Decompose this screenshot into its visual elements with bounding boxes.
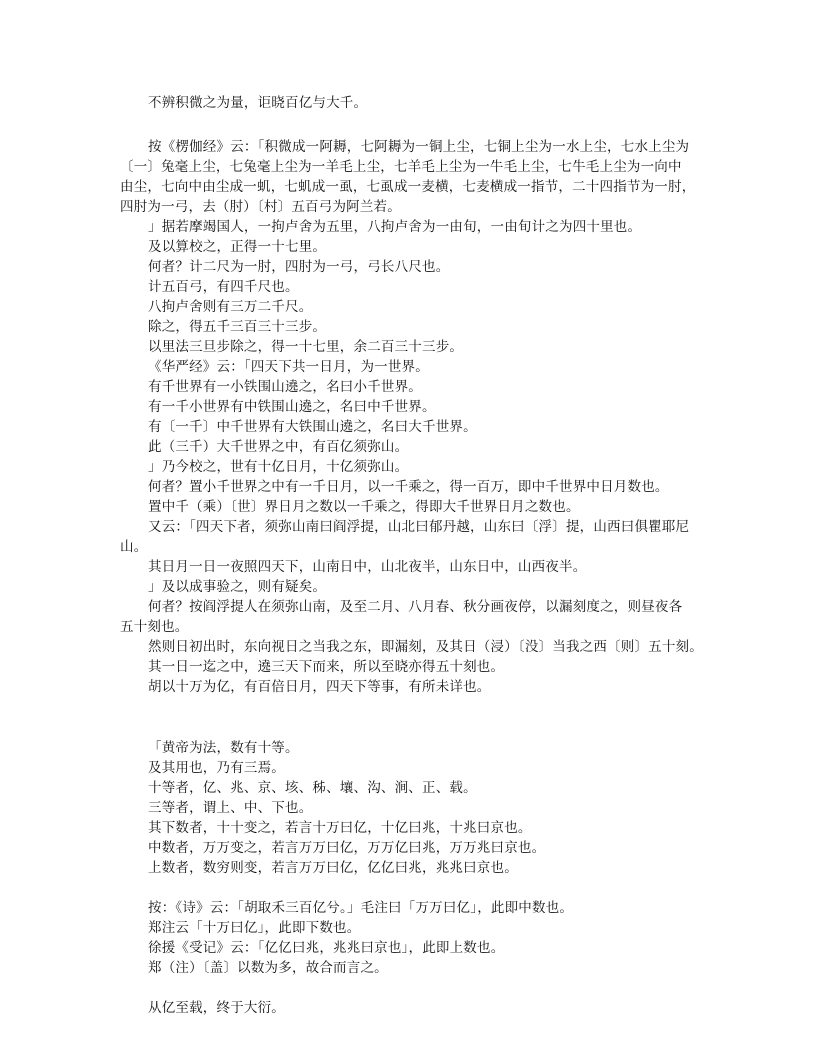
- text-line: 以里法三旦步除之，得一十七里，余二百三十三步。: [148, 339, 464, 355]
- text-line: 郑（注）〔盖〕以数为多，故合而言之。: [148, 960, 388, 976]
- text-line: 其一日一迄之中，遶三天下而来，所以至晓亦得五十刻也。: [148, 659, 505, 675]
- text-line: 有〔一千〕中千世界有大铁围山遶之，名曰大千世界。: [148, 419, 477, 435]
- text-line: 何者？按阎浮提人在须弥山南，及至二月、八月春、秋分画夜停，以漏刻度之，则昼夜各: [148, 599, 683, 615]
- text-line: 然则日初出时，东向视日之当我之东，即漏刻，及其日（浸）〔没〕当我之西〔则〕五十刻。: [148, 639, 703, 655]
- text-line: 《华严经》云：「四天下共一日月，为一世界。: [148, 359, 429, 375]
- text-line: 按：《诗》云：「胡取禾三百亿兮。」毛注曰「万万曰亿」，此即中数也。: [148, 900, 574, 916]
- text-line: 此（三千）大千世界之中，有百亿须弥山。: [148, 439, 409, 455]
- text-line: 胡以十万为亿，有百倍日月，四天下等事，有所未详也。: [148, 679, 491, 695]
- text-line: 其日月一日一夜照四天下，山南日中，山北夜半，山东日中，山西夜半。: [148, 559, 587, 575]
- text-line: 不辨积微之为量，讵晓百亿与大千。: [148, 95, 368, 111]
- text-line: 有千世界有一小铁围山遶之，名曰小千世界。: [148, 379, 422, 395]
- text-line: 上数者，数穷则变，若言万万曰亿，亿亿曰兆，兆兆曰京也。: [148, 860, 518, 876]
- text-line: 又云：「四天下者，须弥山南曰阎浮提，山北曰郁丹越，山东曰〔浮〕提，山西曰俱瞿耶尼: [148, 519, 690, 535]
- text-line: 由尘，七向中由尘成一虮，七虮成一虱，七虱成一麦横，七麦横成一指节，二十四指节为一肘，: [120, 179, 696, 195]
- text-line: 中数者，万万变之，若言万万曰亿，万万亿曰兆，万万兆曰京也。: [148, 840, 546, 856]
- text-line: 按《楞伽经》云：「积微成一阿耨，七阿耨为一铜上尘，七铜上尘为一水上尘，七水上尘为: [148, 139, 690, 155]
- text-line: 除之，得五千三百三十三步。: [148, 319, 327, 335]
- text-line: 八拘卢舍则有三万二千尺。: [148, 299, 313, 315]
- text-line: 及以算校之，正得一十七里。: [148, 239, 327, 255]
- text-line: 从亿至载，终于大衍。: [148, 1000, 285, 1016]
- text-line: 何者？计二尺为一肘，四肘为一弓，弓长八尺也。: [148, 259, 450, 275]
- text-line: 」据若摩竭国人，一拘卢舍为五里，八拘卢舍为一由旬，一由旬计之为四十里也。: [148, 219, 642, 235]
- text-line: 四肘为一弓，去（肘）〔村〕五百弓为阿兰若。: [120, 199, 401, 215]
- text-line: 」乃今校之，世有十亿日月，十亿须弥山。: [148, 459, 409, 475]
- text-line: 「黄帝为法，数有十等。: [148, 740, 299, 756]
- text-line: 置中千（乘）〔世〕界日月之数以一千乘之，得即大千世界日月之数也。: [148, 499, 580, 515]
- text-line: 及其用也，乃有三焉。: [148, 760, 285, 776]
- text-line: 其下数者，十十变之，若言十万曰亿，十亿曰兆，十兆曰京也。: [148, 820, 532, 836]
- text-line: 计五百弓，有四千尺也。: [148, 279, 299, 295]
- text-line: 郑注云「十万曰亿」，此即下数也。: [148, 920, 361, 936]
- text-line: 」及以成事验之，则有疑矣。: [148, 579, 327, 595]
- text-line: 〔一〕兔毫上尘，七兔毫上尘为一羊毛上尘，七羊毛上尘为一牛毛上尘，七牛毛上尘为一向中: [120, 159, 682, 175]
- text-line: 徐援《受记》云：「亿亿曰兆，兆兆曰京也」，此即上数也。: [148, 940, 505, 956]
- text-line: 山。: [120, 539, 148, 555]
- text-line: 三等者，谓上、中、下也。: [148, 800, 313, 816]
- text-line: 何者？置小千世界之中有一千日月，以一千乘之，得一百万，即中千世界中日月数也。: [148, 479, 669, 495]
- text-line: 十等者，亿、兆、京、垓、秭、壤、沟、涧、正、载。: [148, 780, 477, 796]
- text-line: 有一千小世界有中铁围山遶之，名曰中千世界。: [148, 399, 436, 415]
- text-line: 五十刻也。: [120, 619, 189, 635]
